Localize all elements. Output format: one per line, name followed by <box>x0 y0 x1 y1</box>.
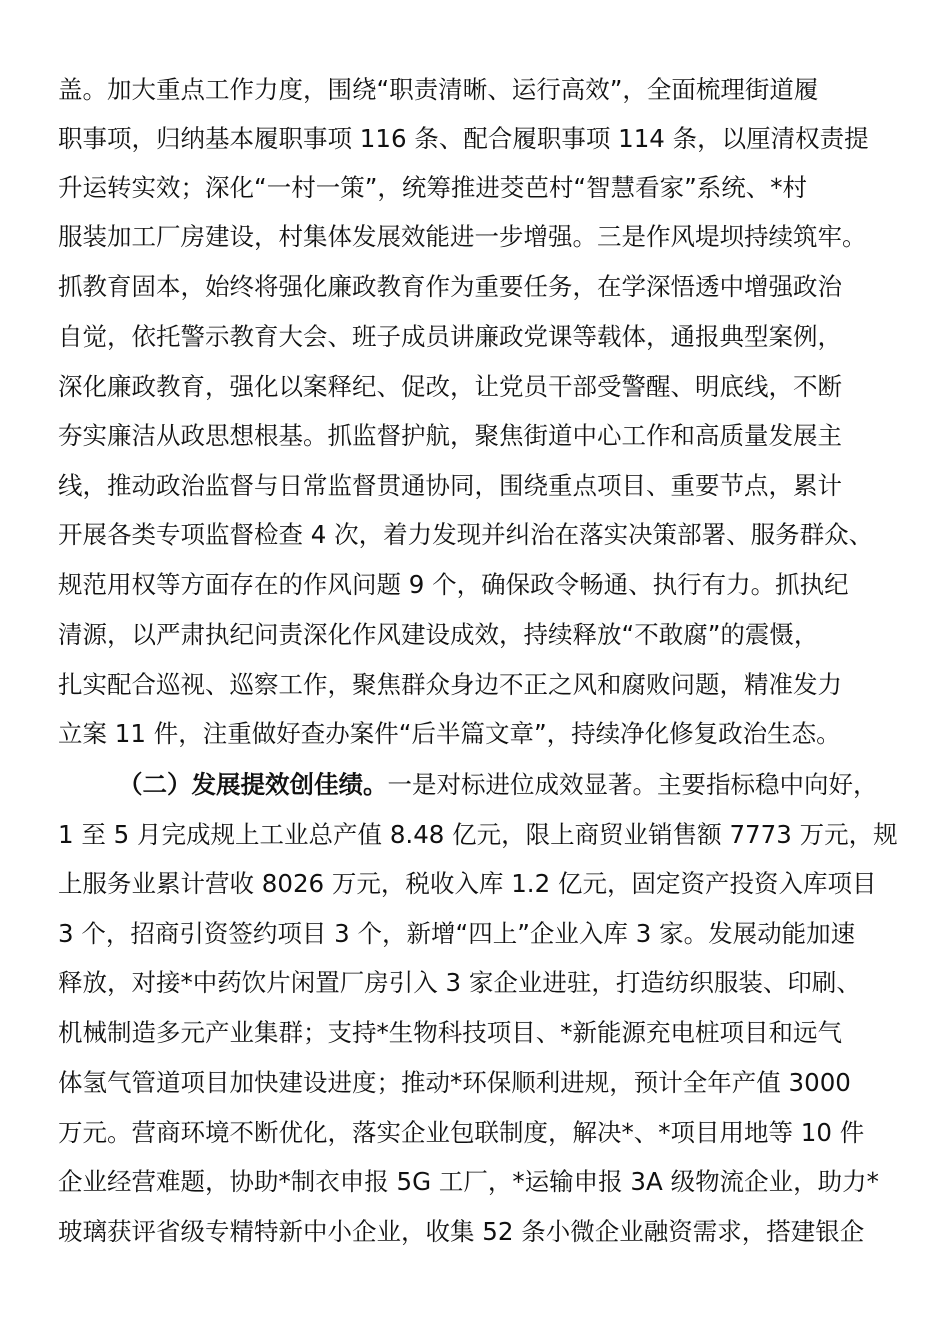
text-line: 盖。加大重点工作力度，围绕“职责清晰、运行高效”，全面梳理街道履 <box>58 75 819 104</box>
text-line: 释放，对接*中药饮片闲置厂房引入 3 家企业进驻，打造纺织服装、印刷、 <box>58 968 861 997</box>
text-line: 立案 11 件，注重做好查办案件“后半篇文章”，持续净化修复政治生态。 <box>58 719 841 748</box>
text-line: 体氢气管道项目加快建设进度；推动*环保顺利进规，预计全年产值 3000 <box>58 1068 851 1097</box>
text-line: 上服务业累计营收 8026 万元，税收入库 1.2 亿元，固定资产投资入库项目 <box>58 869 877 898</box>
text-line: 万元。营商环境不断优化，落实企业包联制度，解决*、*项目用地等 10 件 <box>58 1118 865 1147</box>
section-2-first-text: 一是对标进位成效显著。主要指标稳中向好， <box>387 770 878 799</box>
text-line: 抓教育固本，始终将强化廉政教育作为重要任务，在学深悟透中增强政治 <box>58 272 842 301</box>
text-line: 职事项，归纳基本履职事项 116 条、配合履职事项 114 条，以厘清权责提 <box>58 124 869 153</box>
text-line: 线，推动政治监督与日常监督贯通协同，围绕重点项目、重要节点，累计 <box>58 471 842 500</box>
text-line: 服装加工厂房建设，村集体发展效能进一步增强。三是作风堤坝持续筑牢。 <box>58 222 867 251</box>
text-line: 1 至 5 月完成规上工业总产值 8.48 亿元，限上商贸业销售额 7773 万元，规 <box>58 820 898 849</box>
text-line: 3 个，招商引资签约项目 3 个，新增“四上”企业入库 3 家。发展动能加速 <box>58 919 856 948</box>
text-line: 夯实廉洁从政思想根基。抓监督护航，聚焦街道中心工作和高质量发展主 <box>58 421 842 450</box>
text-line: 企业经营难题，协助*制衣申报 5G 工厂，*运输申报 3A 级物流企业，助力* <box>58 1167 879 1196</box>
text-line: 规范用权等方面存在的作风问题 9 个，确保政令畅通、执行有力。抓执纪 <box>58 570 849 599</box>
text-line: 开展各类专项监督检查 4 次，着力发现并纠治在落实决策部署、服务群众、 <box>58 520 874 549</box>
text-line: 玻璃获评省级专精特新中小企业，收集 52 条小微企业融资需求，搭建银企 <box>58 1217 865 1246</box>
text-line: 扎实配合巡视、巡察工作，聚焦群众身边不正之风和腐败问题，精准发力 <box>58 670 842 699</box>
text-line: 机械制造多元产业集群；支持*生物科技项目、*新能源充电桩项目和远气 <box>58 1018 842 1047</box>
section-2-heading: （二）发展提效创佳绩。 <box>118 770 388 799</box>
text-line: 深化廉政教育，强化以案释纪、促改，让党员干部受警醒、明底线，不断 <box>58 372 842 401</box>
section-2-first-line <box>118 765 898 805</box>
text-line: 自觉，依托警示教育大会、班子成员讲廉政党课等载体，通报典型案例， <box>58 322 842 351</box>
text-line: 清源，以严肃执纪问责深化作风建设成效，持续释放“不敢腐”的震慑， <box>58 620 819 649</box>
text-line: 升运转实效；深化“一村一策”，统筹推进茭芭村“智慧看家”系统、*村 <box>58 173 808 202</box>
